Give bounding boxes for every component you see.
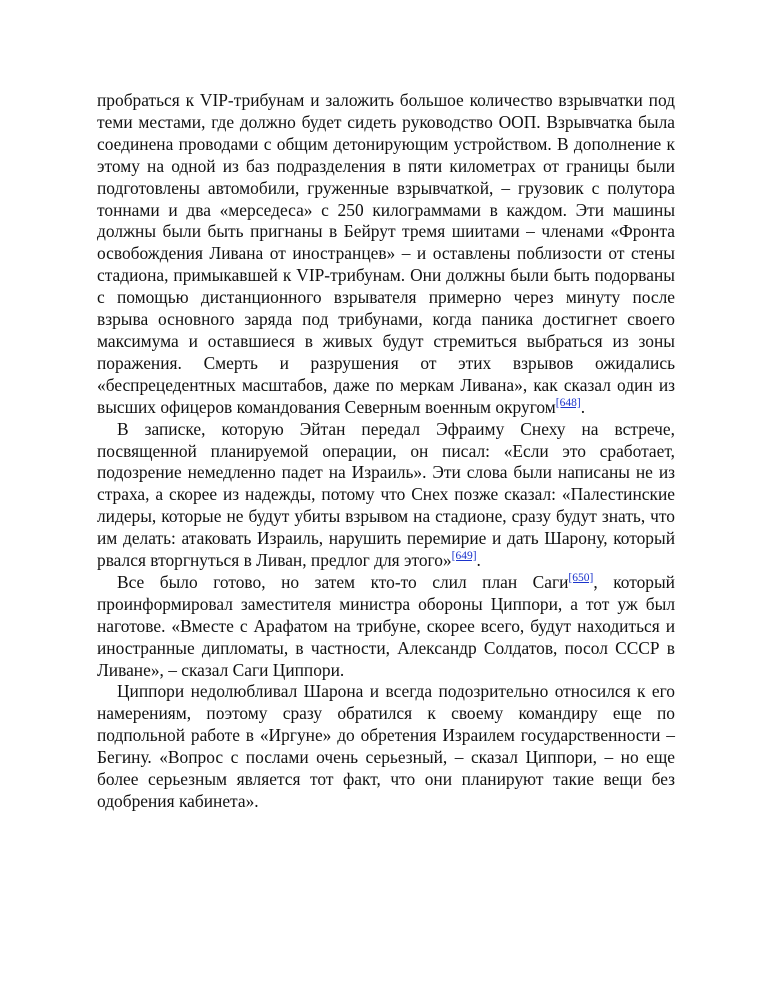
footnote-link[interactable]: [649]	[451, 550, 477, 563]
paragraph	[97, 90, 675, 419]
page-text	[97, 90, 675, 813]
paragraph-text: .	[476, 550, 481, 571]
footnote-link[interactable]: [648]	[555, 396, 581, 409]
paragraph-text: Циппори недолюбливал Шарона и всегда подозрительно относился к его намерениям, поэтому сразу обратился к своему командиру еще по подпольной работе в «Иргуне» до обретения Израилем государственности – Бегину. «Вопрос с послами очень серьезный, – сказал Циппори, – но еще более серьезным является тот факт, что они планируют такие вещи без одобрения кабинета».	[97, 681, 675, 811]
paragraph	[97, 681, 675, 812]
paragraph	[97, 419, 675, 572]
paragraph-text: Все было готово, но затем кто-то слил план Саги	[117, 571, 569, 592]
footnote-link[interactable]: [650]	[568, 572, 594, 585]
paragraph-text: В записке, которую Эйтан передал Эфраиму Снеху на встрече, посвященной планируемой операции, он писал: «Если это сработает, подозрение немедленно падет на Израиль». Эти слова были написаны не из страха, а скорее из надежды, потому что Снех позже сказал: «Палестинские лидеры, которые не будут убиты взрывом на стадионе, сразу будут знать, что им делать: атаковать Израиль, нарушить перемирие и дать Шарону, который рвался вторгнуться в Ливан, предлог для этого»	[97, 418, 675, 571]
paragraph-text: , который проинформировал заместителя министра обороны Циппори, а тот уж был наготове. «Вместе с Арафатом на трибуне, скорее всего, будут находиться и иностранные дипломаты, в частности, Александр Солдатов, посол СССР в Ливане», – сказал Саги Циппори.	[97, 571, 675, 680]
paragraph-text: .	[580, 396, 586, 417]
paragraph	[97, 572, 675, 682]
paragraph-text: пробраться к VIP-трибунам и заложить большое количество взрывчатки под теми местами, где должно будет сидеть руководство ООП. Взрывчатка была соединена проводами с общим детонирующим устройством. В дополнение к этому на одной из баз подразделения в пяти километрах от границы были подготовлены автомобили, груженные взрывчаткой, – грузовик с полутора тоннами и два «мерседеса» с 250 килограммами в каждом. Эти машины должны были быть пригнаны в Бейрут тремя шиитами – членами «Фронта освобождения Ливана от иностранцев» – и оставлены поблизости от стены стадиона, примыкавшей к VIP-трибунам. Они должны были быть подорваны с помощью дистанционного взрывателя примерно через минуту после взрыва основного заряда под трибунами, когда паника достигнет своего максимума и оставшиеся в живых будут стремиться выбраться из зоны поражения. Смерть и разрушения от этих взрывов ожидались «беспрецедентных масштабов, даже по меркам Ливана», как сказал один из высших офицеров командования Северным военным округом	[97, 90, 675, 417]
